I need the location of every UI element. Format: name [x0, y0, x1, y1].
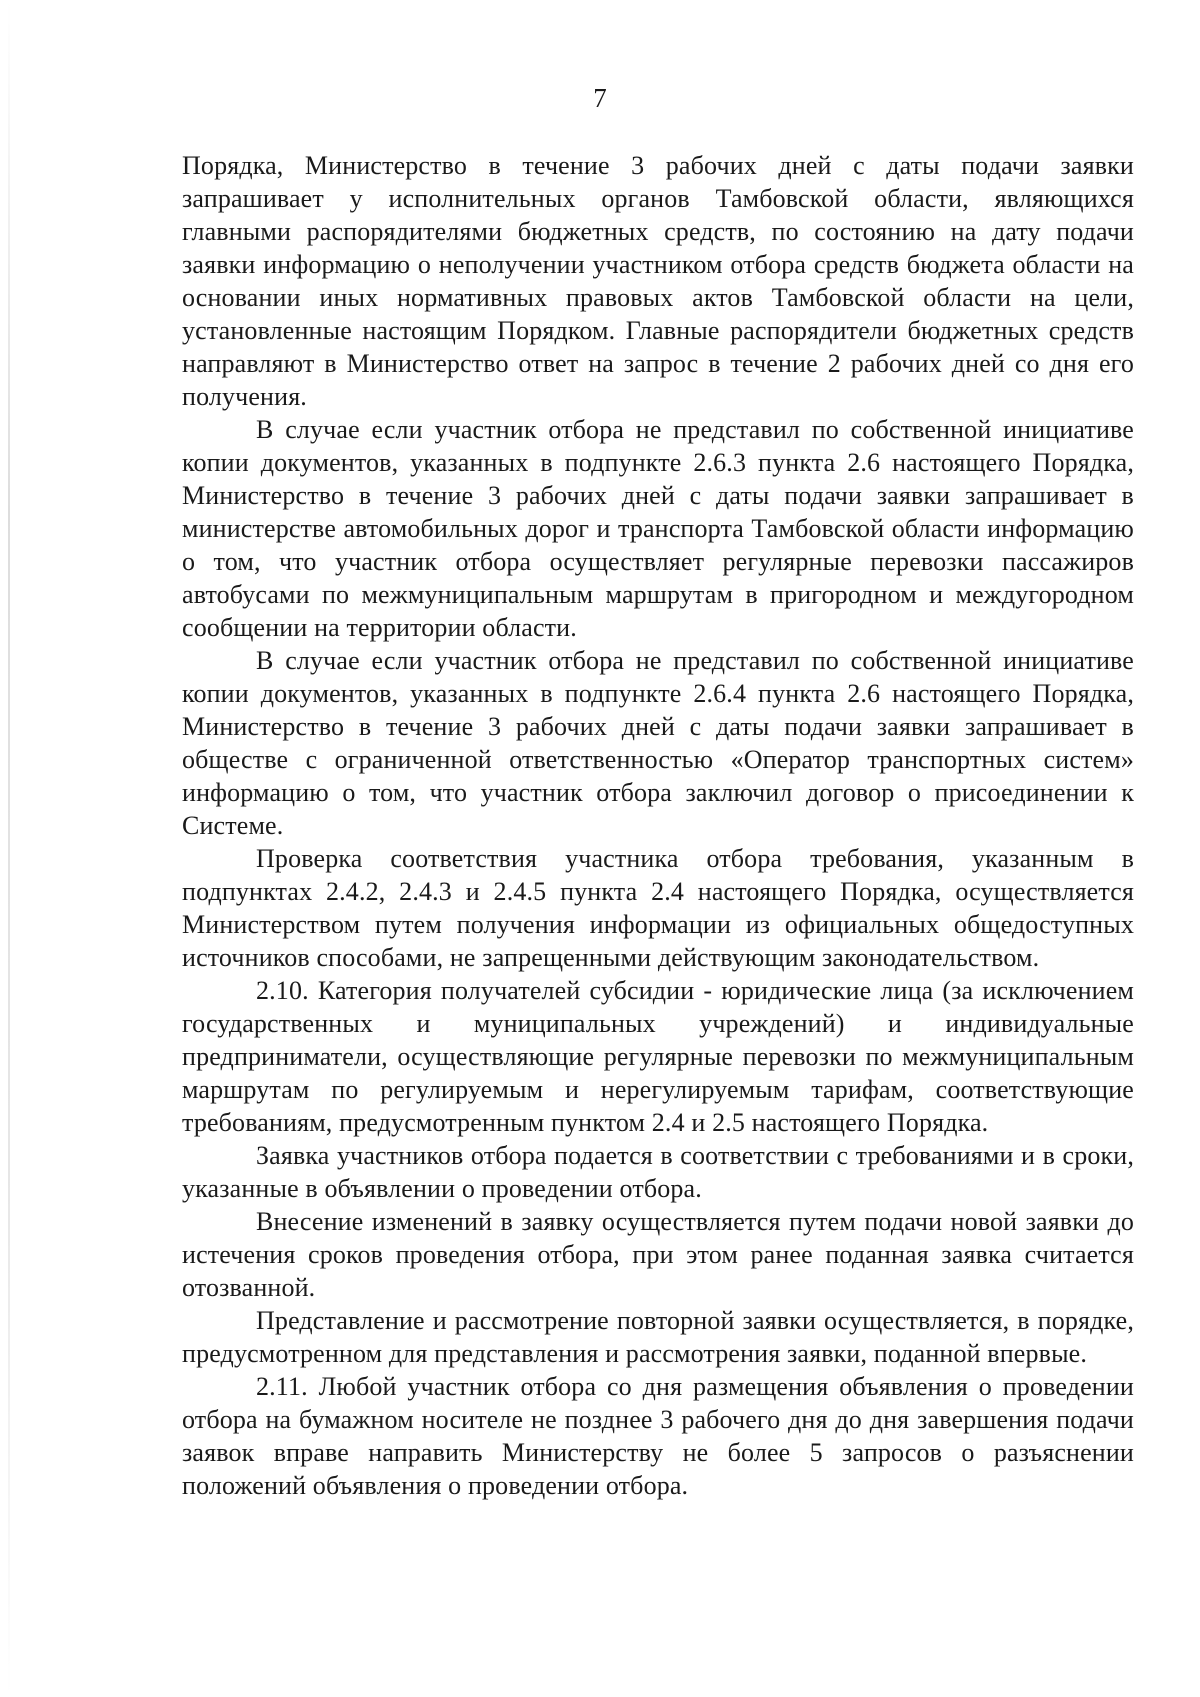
paragraph-operator-request: В случае если участник отбора не представил по собственной инициативе копии документов, указанных в подпункте 2.6.4 пункта 2.6 настоящего Порядка, Министерство в течение 3 рабочих дней с даты подачи заявки запрашивает в обществе с ограниченной ответственностью «Оператор транспортных систем» информацию о том, что участник отбора заключил договор о присоединении к Системе.	[182, 646, 1134, 840]
paragraph-transport-ministry-request: В случае если участник отбора не представил по собственной инициативе копии документов, указанных в подпункте 2.6.3 пункта 2.6 настоящего Порядка, Министерство в течение 3 рабочих дней с даты подачи заявки запрашивает в министерстве автомобильных дорог и транспорта Тамбовской области информацию о том, что участник отбора осуществляет регулярные перевозки пассажиров автобусами по межмуниципальным маршрутам в пригородном и междугородном сообщении на территории области.	[182, 415, 1134, 642]
paragraph-application-changes: Внесение изменений в заявку осуществляется путем подачи новой заявки до истечения сроков проведения отбора, при этом ранее поданная заявка считается отозванной.	[182, 1207, 1134, 1302]
paragraph-continuation: Порядка, Министерство в течение 3 рабочих дней с даты подачи заявки запрашивает у исполнительных органов Тамбовской области, являющихся главными распорядителями бюджетных средств, по состоянию на дату подачи заявки информацию о неполучении участником отбора средств бюджета области на основании иных нормативных правовых актов Тамбовской области на цели, установленные настоящим Порядком. Главные распорядители бюджетных средств направляют в Министерство ответ на запрос в течение 2 рабочих дней со дня его получения.	[182, 151, 1134, 411]
paragraph-2-11-clarification: 2.11. Любой участник отбора со дня размещения объявления о проведении отбора на бумажном носителе не позднее 3 рабочего дня до дня завершения подачи заявок вправе направить Министерству не более 5 запросов о разъяснении положений объявления о проведении отбора.	[182, 1372, 1134, 1500]
paragraph-application-submission: Заявка участников отбора подается в соответствии с требованиями и в сроки, указанные в объявлении о проведении отбора.	[182, 1141, 1134, 1203]
document-body	[182, 149, 1134, 1502]
paragraph-repeat-application: Представление и рассмотрение повторной заявки осуществляется, в порядке, предусмотренном для представления и рассмотрения заявки, поданной впервые.	[182, 1306, 1134, 1368]
page-number: 7	[593, 83, 607, 113]
paragraph-2-10-category: 2.10. Категория получателей субсидии - юридические лица (за исключением государственных и муниципальных учреждений) и индивидуальные предприниматели, осуществляющие регулярные перевозки по межмуниципальным маршрутам по регулируемым и нерегулируемым тарифам, соответствующие требованиям, предусмотренным пунктом 2.4 и 2.5 настоящего Порядка.	[182, 976, 1134, 1137]
paragraph-compliance-check: Проверка соответствия участника отбора требования, указанным в подпунктах 2.4.2, 2.4.3 и 2.4.5 пункта 2.4 настоящего Порядка, осуществляется Министерством путем получения информации из официальных общедоступных источников способами, не запрещенными действующим законодательством.	[182, 844, 1134, 972]
scan-edge-shadow	[8, 0, 10, 1697]
